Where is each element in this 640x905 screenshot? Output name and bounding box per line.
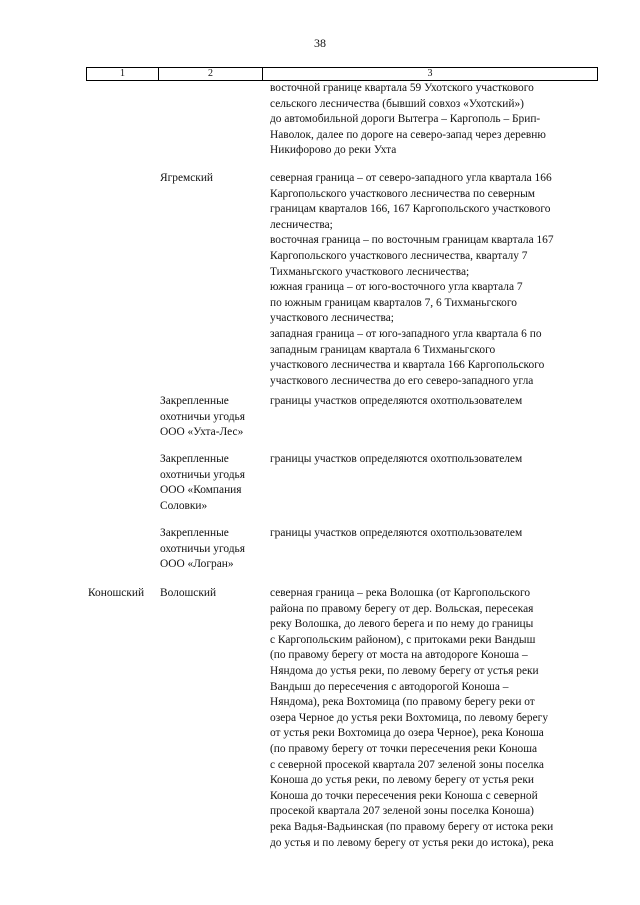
row-desc-kompaniya-solovki: границы участков определяются охотпользователем xyxy=(270,453,523,465)
row-desc-voloshsky: северная граница – река Волошка (от Каргопольского района по правому берегу от дер. Вольская, пересекая реку Волошка, до левого берега и по нему до границы с Каргопольским районом), с притоками реки Вандыш (по правому берегу от моста на автодороге Коноша – Няндома до устья реки, по левому берегу от устья реки Вандыш до пересечения с автодорогой Коноша – Няндома), река Вохтомица (по правому берегу реки от озера Черное до устья реки Вохтомица, по левому берегу от устья реки Вохтомица до озера Черное), река Коноша (по правому берегу от точки пересечения реки Коноша с северной просекой квартала 207 зеленой зоны поселка Коноша до устья реки, по левому берегу от устья реки Коноша до точки пересечения реки Коноша с северной просекой квартала 207 зеленой зоны поселка Коноша) река Вадья-Вадьинская (по правому берегу от истока реки до устья и по левому берегу от устья реки до истока), река xyxy=(270,587,554,849)
continuation-text: восточной границе квартала 59 Ухотского участкового сельского лесничества (бывший совхоз «Ухотский») до автомобильной дороги Вытегра – Каргополь – Брип- Наволок, далее по дороге на северо-запад через деревню Никифорово до реки Ухта xyxy=(270,82,546,157)
row-district-konoshsky: Коношский xyxy=(88,587,145,599)
table-header xyxy=(86,67,598,81)
row-name-yagremsky: Ягремский xyxy=(160,172,214,184)
header-col-1: 1 xyxy=(87,68,159,80)
row-desc-ukhta-les: границы участков определяются охотпользователем xyxy=(270,395,523,407)
row-name-kompaniya-solovki: Закрепленные охотничьи угодья ООО «Компания Соловки» xyxy=(160,453,245,512)
header-col-2: 2 xyxy=(159,68,263,80)
row-desc-logran: границы участков определяются охотпользователем xyxy=(270,527,523,539)
page-number: 38 xyxy=(314,36,326,50)
row-name-ukhta-les: Закрепленные охотничьи угодья ООО «Ухта-Лес» xyxy=(160,395,245,439)
row-name-voloshsky: Волошский xyxy=(160,587,217,599)
row-name-logran: Закрепленные охотничьи угодья ООО «Логран» xyxy=(160,527,245,571)
header-col-3: 3 xyxy=(427,68,433,79)
row-desc-yagremsky: северная граница – от северо-западного угла квартала 166 Каргопольского участкового лесничества по северным границам кварталов 166, 167 Каргопольского участкового лесничества; восточная граница – по восточным границам квартала 167 Каргопольского участкового лесничества, кварталу 7 Тихманьгского участкового лесничества; южная граница – от юго-восточного угла квартала 7 по южным границам кварталов 7, 6 Тихманьгского участкового лесничества; западная граница – от юго-западного угла квартала 6 по западным границам квартала 6 Тихманьгского участкового лесничества и квартала 166 Каргопольского участкового лесничества до его северо-западного угла xyxy=(270,172,554,387)
